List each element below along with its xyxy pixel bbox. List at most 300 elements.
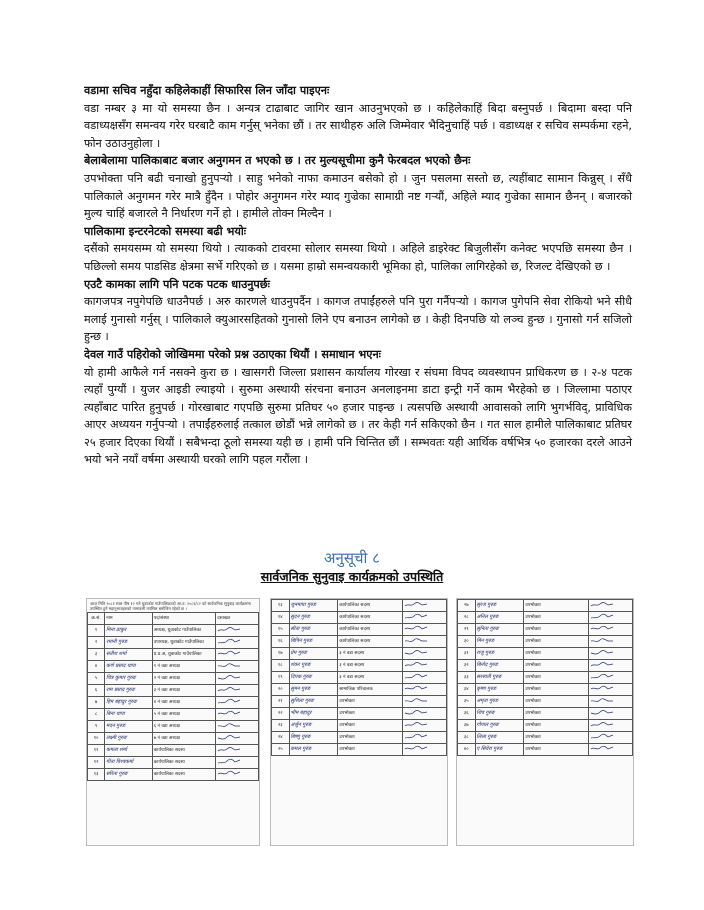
row-signature <box>216 649 259 661</box>
signature-scribble <box>217 638 241 645</box>
row-org-text: उपभोक्ता <box>339 711 355 716</box>
row-name <box>289 648 338 660</box>
signature-scribble <box>404 697 428 704</box>
row-name <box>475 624 524 636</box>
row-sn <box>272 684 290 696</box>
table-row <box>88 673 259 685</box>
signature-scribble <box>590 709 614 716</box>
row-sn <box>272 732 290 744</box>
section-question: एउटै कामका लागि पनि पटक पटक धाउनुपर्छः <box>84 277 270 291</box>
table-row <box>458 708 633 720</box>
row-org-text: कार्यपालिका सदस्य <box>339 639 371 644</box>
signature-scribble <box>590 601 614 608</box>
row-name <box>475 696 524 708</box>
row-org-text: उपभोक्ता <box>525 603 541 608</box>
signature-scribble <box>217 650 241 657</box>
row-sn <box>88 685 105 697</box>
table-row <box>458 660 633 672</box>
signature-scribble <box>590 661 614 668</box>
signature-scribble <box>590 733 614 740</box>
table-row <box>272 636 447 648</box>
row-name-text: बिना थापा <box>106 711 125 717</box>
row-org <box>152 661 216 673</box>
table-row <box>458 612 633 624</box>
signature-scribble <box>590 697 614 704</box>
table-row <box>272 672 447 684</box>
row-name <box>105 649 153 661</box>
row-org <box>338 660 403 672</box>
row-org-text: कार्यपालिका सदस्य <box>153 772 185 777</box>
row-name <box>289 696 338 708</box>
row-org <box>338 672 403 684</box>
row-signature <box>589 624 633 636</box>
table-row <box>458 744 633 756</box>
row-sn <box>88 661 105 673</box>
row-org <box>338 744 403 756</box>
row-name <box>289 732 338 744</box>
row-signature <box>216 709 259 721</box>
row-org-text: ७ नं वडा अध्यक्ष <box>153 736 180 741</box>
signature-scribble <box>404 649 428 656</box>
row-name <box>475 636 524 648</box>
signature-scribble <box>590 673 614 680</box>
row-sn <box>88 757 105 769</box>
row-sn <box>458 672 476 684</box>
table-row <box>272 624 447 636</box>
row-name <box>105 685 153 697</box>
row-sn-text: ८ <box>94 712 98 717</box>
table-row <box>88 625 259 637</box>
row-name-text: लिला गुरुङ <box>476 734 497 740</box>
row-name-text: शंकर गुरुङ <box>290 662 311 668</box>
signature-scribble <box>404 745 428 752</box>
section-question: पालिकामा इन्टरनेटको समस्या बढी भयोः <box>84 224 247 238</box>
row-name-text: सुशिला गुरुङ <box>290 698 314 704</box>
row-name-text: सतीश शर्मा <box>106 651 127 657</box>
row-sn-text: १३ <box>277 603 283 608</box>
row-sn-text: १० <box>93 736 99 741</box>
row-name-text: राजु गुरुङ <box>476 650 495 656</box>
row-sn <box>458 660 476 672</box>
signature-scribble <box>217 722 241 729</box>
row-signature <box>216 673 259 685</box>
row-name <box>105 709 153 721</box>
signature-scribble <box>590 613 614 620</box>
row-signature <box>589 696 633 708</box>
row-name-text: कमला शर्मा <box>106 747 127 753</box>
table-row <box>458 672 633 684</box>
row-signature <box>216 733 259 745</box>
row-name <box>105 757 153 769</box>
row-signature <box>589 708 633 720</box>
row-name-text: अर्जुन गुरुङ <box>290 722 312 728</box>
row-org-text: उपभोक्ता <box>525 663 541 668</box>
header-name: नाम <box>105 613 153 625</box>
table-row <box>272 708 447 720</box>
row-name-text: अनिल गुरुङ <box>476 614 499 620</box>
row-org <box>524 612 589 624</box>
section-answer: कागजपत्र नपुगेपछि धाउनैपर्छ । अरु कारणले धाउनुपर्दैन । कागज तपाईंहरुले पनि पुरा गर्नैपर्‍यो । कागज पुगेपनि सेवा रोकियो भने सीधै मलाई गुनासो गर्नुस् । पालिकाले क्युआरसहितको गुनासो लिने एप बनाउन लागेको छ । केही दिनपछि यो लञ्च हुन्छ । गुनासो गर्न सजिलो हुन्छ । <box>84 295 632 344</box>
row-name <box>289 708 338 720</box>
row-org-text: उपभोक्ता <box>525 699 541 704</box>
row-sn-text: १३ <box>93 772 99 777</box>
row-sn <box>88 709 105 721</box>
row-signature <box>403 600 447 612</box>
row-sn <box>458 732 476 744</box>
row-name-text: मदन गुरुङ <box>106 723 126 729</box>
row-org-text: कार्यपालिका सदस्य <box>153 748 185 753</box>
row-sn-text: १५ <box>277 627 283 632</box>
row-signature <box>403 624 447 636</box>
row-name <box>289 660 338 672</box>
row-name <box>475 612 524 624</box>
row-org <box>152 757 216 769</box>
row-sn-text: २८ <box>463 615 469 620</box>
row-sn-text: ३३ <box>463 675 469 680</box>
row-sn-text: २१ <box>277 699 283 704</box>
table-row <box>272 684 447 696</box>
row-org-text: ३ नं वडा अध्यक्ष <box>153 688 180 693</box>
row-org <box>524 624 589 636</box>
row-org <box>338 624 403 636</box>
signature-scribble <box>217 698 241 705</box>
row-org-text: ४ नं वडा अध्यक्ष <box>153 700 180 705</box>
row-signature <box>216 685 259 697</box>
row-signature <box>403 648 447 660</box>
row-name-text: अमृता गुरुङ <box>476 698 499 704</box>
row-org-text: कार्यपालिका सदस्य <box>339 615 371 620</box>
header-sn: क्र.सं. <box>88 613 105 625</box>
row-sn <box>88 625 105 637</box>
table-row <box>272 600 447 612</box>
row-sn <box>458 612 476 624</box>
row-org-text: २ नं वडा अध्यक्ष <box>153 676 180 681</box>
signature-scribble <box>404 601 428 608</box>
row-signature <box>216 769 259 781</box>
row-sn <box>272 648 290 660</box>
row-signature <box>216 757 259 769</box>
row-org <box>338 696 403 708</box>
table-row <box>458 636 633 648</box>
signature-scribble <box>590 625 614 632</box>
row-sn-text: २९ <box>463 627 469 632</box>
row-sn <box>272 660 290 672</box>
row-sn-text: ३४ <box>463 687 469 692</box>
row-org-text: उपभोक्ता <box>525 747 541 752</box>
row-signature <box>403 636 447 648</box>
row-org <box>524 720 589 732</box>
row-sn-text: २४ <box>277 735 283 740</box>
row-org <box>338 636 403 648</box>
row-name <box>289 720 338 732</box>
row-name-text: सरस्वती गुरुङ <box>476 674 502 680</box>
signature-scribble <box>217 758 241 765</box>
row-name-text: भीम बहादुर <box>290 710 312 716</box>
row-sn <box>88 673 105 685</box>
row-org <box>338 600 403 612</box>
row-sn-text: ६ <box>94 688 98 693</box>
row-signature <box>216 661 259 673</box>
row-name <box>105 637 153 649</box>
row-org <box>524 600 589 612</box>
row-name-text: मिन गुरुङ <box>476 638 495 644</box>
row-org <box>524 648 589 660</box>
row-name <box>105 733 153 745</box>
signature-scribble <box>404 733 428 740</box>
row-sn-text: ३० <box>463 639 469 644</box>
row-sn <box>458 720 476 732</box>
row-org <box>524 636 589 648</box>
signature-scribble <box>217 710 241 717</box>
row-org <box>152 769 216 781</box>
signature-scribble <box>217 770 241 777</box>
row-sn-text: १७ <box>277 651 283 656</box>
row-signature <box>216 697 259 709</box>
row-signature <box>403 660 447 672</box>
table-row <box>88 769 259 781</box>
row-sn-text: १ <box>94 628 98 633</box>
row-name-text: कृष्ण गुरुङ <box>476 686 497 692</box>
row-name <box>475 648 524 660</box>
table-row <box>458 624 633 636</box>
row-signature <box>403 708 447 720</box>
row-org <box>524 696 589 708</box>
attendance-sheet-scan-3 <box>456 598 634 846</box>
signature-scribble <box>404 685 428 692</box>
row-signature <box>589 612 633 624</box>
row-sn-text: ७ <box>94 700 98 705</box>
row-name <box>475 600 524 612</box>
row-name-text: बिपिन गुरुङ <box>290 638 313 644</box>
row-name <box>475 720 524 732</box>
row-name-text: राम प्रसाद गुरुङ <box>106 687 135 693</box>
row-sn <box>458 636 476 648</box>
row-signature <box>216 637 259 649</box>
table-row <box>458 720 633 732</box>
row-name <box>475 708 524 720</box>
row-org-text: उपभोक्ता <box>525 723 541 728</box>
row-name <box>105 721 153 733</box>
row-signature <box>216 745 259 757</box>
row-org <box>338 708 403 720</box>
row-sn-text: ४ <box>94 664 98 669</box>
attendance-table <box>87 612 259 781</box>
row-name <box>289 684 338 696</box>
row-sn <box>458 624 476 636</box>
row-signature <box>589 636 633 648</box>
row-name <box>475 672 524 684</box>
row-org-text: उपभोक्ता <box>525 627 541 632</box>
row-org <box>152 709 216 721</box>
row-name-text: रमानी गुरुङ <box>106 639 128 645</box>
row-sn <box>458 708 476 720</box>
row-name <box>289 612 338 624</box>
signature-scribble <box>217 686 241 693</box>
row-name-text: सुमन गुरुङ <box>290 686 311 692</box>
signature-scribble <box>404 721 428 728</box>
row-name-text: सरिता गुरुङ <box>106 771 128 777</box>
row-signature <box>403 672 447 684</box>
row-org <box>524 660 589 672</box>
row-signature <box>589 720 633 732</box>
table-row <box>458 648 633 660</box>
row-signature <box>403 720 447 732</box>
annex-title: अनुसूची ८ <box>324 549 380 567</box>
row-org <box>338 720 403 732</box>
row-org <box>338 648 403 660</box>
row-sn <box>458 696 476 708</box>
table-row <box>88 697 259 709</box>
row-org-text: उपभोक्ता <box>525 711 541 716</box>
table-row <box>458 696 633 708</box>
row-name-text: जुनमाया गुरुङ <box>290 602 317 608</box>
row-sn-text: १९ <box>277 675 283 680</box>
signature-scribble <box>590 649 614 656</box>
table-row <box>88 757 259 769</box>
row-sn <box>88 721 105 733</box>
table-row <box>88 709 259 721</box>
hearing-qa-text <box>84 82 632 469</box>
row-signature <box>403 684 447 696</box>
signature-scribble <box>217 734 241 741</box>
signature-scribble <box>217 674 241 681</box>
row-org-text: प्र.प्र.अ, धुवाकोट गाउँपालिका <box>153 652 202 657</box>
table-header-row <box>88 613 259 625</box>
row-sn-text: ५ <box>94 676 98 681</box>
row-org <box>524 684 589 696</box>
row-sn-text: ११ <box>93 748 99 753</box>
row-name-text: कर्ण प्रसाद थापा <box>106 663 136 669</box>
table-row <box>458 684 633 696</box>
row-name-text: बिष्णु गुरुङ <box>290 734 311 740</box>
row-sn <box>458 600 476 612</box>
row-name <box>105 673 153 685</box>
row-org <box>152 697 216 709</box>
row-sn <box>88 769 105 781</box>
row-sn-text: ३८ <box>463 735 469 740</box>
row-sn-text: ३२ <box>463 663 469 668</box>
row-org <box>152 721 216 733</box>
row-org <box>338 684 403 696</box>
row-sn-text: १६ <box>277 639 283 644</box>
row-org <box>524 744 589 756</box>
row-sn-text: २२ <box>277 711 283 716</box>
row-name <box>289 744 338 756</box>
row-name <box>475 684 524 696</box>
row-org-text: उपभोक्ता <box>525 687 541 692</box>
table-row <box>272 660 447 672</box>
section-question: वडामा सचिव नहुँदा कहिलेकाहीं सिफारिस लिन जाँदा पाइएनः <box>84 84 330 97</box>
row-org-text: उपभोक्ता <box>339 735 355 740</box>
table-row <box>88 721 259 733</box>
row-sn <box>458 648 476 660</box>
row-name-text: दिपक गुरुङ <box>290 674 312 680</box>
signature-scribble <box>217 662 241 669</box>
signature-scribble <box>590 637 614 644</box>
row-sn <box>88 649 105 661</box>
row-org-text: उपभोक्ता <box>525 639 541 644</box>
row-signature <box>403 612 447 624</box>
table-row <box>272 648 447 660</box>
row-sn-text: २७ <box>463 603 469 608</box>
table-row <box>272 696 447 708</box>
table-row <box>272 732 447 744</box>
attendance-table <box>271 599 447 756</box>
row-name-text: सुनिता गुरुङ <box>476 626 499 632</box>
row-sn <box>272 636 290 648</box>
row-org-text: उपभोक्ता <box>525 651 541 656</box>
row-name <box>105 745 153 757</box>
row-signature <box>589 684 633 696</box>
row-name-text: कमल गुरुङ <box>290 746 312 752</box>
row-sn <box>272 720 290 732</box>
row-org-text: उपभोक्ता <box>339 747 355 752</box>
table-row <box>272 612 447 624</box>
header-sign: दस्तखत <box>216 613 259 625</box>
section-answer: यो हामी आफैले गर्न नसक्ने कुरा छ । खासगरी जिल्ला प्रशासन कार्यालय गोरखा र संघमा विपद व्यवस्थापन प्राधिकरण छ । २-४ पटक त्यहाँ पुग्यौं । युजर आइडी ल्याइयो । सुरुमा अस्थायी संरचना बनाउन अनलाइनमा डाटा इन्ट्री गर्ने काम भैरहेको छ । जिल्लामा पठाएर त्यहाँबाट पारित हुनुपर्छ । गोरखाबाट गएपछि सुरुमा प्रतिघर ५० हजार पाइन्छ । त्यसपछि अस्थायी आवासको लागि भुगर्भविद्, प्राविधिक आएर अध्ययन गर्नुपर्‍यो । तपाईंहरुलाई तत्काल छोडौं भन्ने लागेको छ । तर केही गर्न सकिएको छैन । गत साल हामीले पालिकाबाट प्रतिघर २५ हजार दिएका थियौं । सबैभन्दा ठूलो समस्या यही छ । हामी पनि चिन्तित छौं । सम्भवतः यही आर्थिक वर्षभित्र ५० हजारका दरले आउने भयो भने नयाँ वर्षमा अस्थायी घरको लागि पहल गरौंला । <box>84 365 632 467</box>
row-org-text: उपभोक्ता <box>339 699 355 704</box>
row-signature <box>589 660 633 672</box>
row-name-text: गोपाल गुरुङ <box>476 722 499 728</box>
section-question: बेलाबेलामा पालिकाबाट बजार अनुगमन त भएको छ । तर मुल्यसूचीमा कुनै फेरबदल भएको छैनः <box>84 154 471 168</box>
section-question: देवल गाउँ पहिरोको जोखिममा परेको प्रश्न उठाएका थियौं । समाधान भएनः <box>84 347 381 361</box>
row-sn-text: ३७ <box>463 723 469 728</box>
row-sn-text: १२ <box>93 760 99 765</box>
signature-scribble <box>217 626 241 633</box>
row-signature <box>216 625 259 637</box>
attendance-table <box>457 599 633 756</box>
row-name-text: ए सिवेरा गुरुङ <box>476 746 503 752</box>
row-sn <box>88 637 105 649</box>
row-org-text: ५ नं वडा अध्यक्ष <box>153 712 180 717</box>
section-answer: वडा नम्बर ३ मा यो समस्या छैन । अन्यत्र टाढाबाट जागिर खान आउनुभएको छ । कहिलेकाहिं बिदा बस्नुपर्छ । बिदामा बस्दा पनि वडाध्यक्षसँग समन्वय गरेर घरबाटै काम गर्नुस् भनेका छौं । तर साथीहरु अलि जिम्मेवार भैदिनुचाहिं पर्छ । वडाध्यक्ष र सचिव सम्पर्कमा रहने, फोन उठाउनुहोला । <box>84 101 632 150</box>
row-sn <box>272 744 290 756</box>
row-org <box>338 612 403 624</box>
signature-scribble <box>404 673 428 680</box>
row-name <box>105 625 153 637</box>
row-name-text: सुदन गुरुङ <box>290 614 310 620</box>
row-signature <box>403 732 447 744</box>
row-signature <box>403 696 447 708</box>
row-sn-text: २३ <box>277 723 283 728</box>
row-sn <box>458 684 476 696</box>
row-name <box>475 660 524 672</box>
row-org-text: उपभोक्ता <box>339 723 355 728</box>
row-org-text: कार्यपालिका सदस्य <box>339 603 371 608</box>
row-org <box>152 637 216 649</box>
row-org-text: कार्यपालिका सदस्य <box>153 760 185 765</box>
attendance-intro: आज मिति २०८१ साल पौष १२ गते धुवाकोट गाउँपालिकाको आ.व. २०८१/८२ को सार्वजनिक सुनुवाइ कार्यक्रममा उपस्थित हुने महानुभावहरुको नामावली तपसिल बमोजिम रहेको छ । <box>90 601 251 611</box>
row-name <box>289 624 338 636</box>
row-org <box>524 732 589 744</box>
signature-scribble <box>590 745 614 752</box>
row-sn-text: १४ <box>277 615 283 620</box>
row-signature <box>403 744 447 756</box>
table-row <box>88 649 259 661</box>
row-sn-text: ३ <box>94 652 98 657</box>
row-sn-text: २० <box>277 687 283 692</box>
row-name-text: चित्र कुमार गुरुङ <box>106 675 136 681</box>
row-sn <box>272 672 290 684</box>
signature-scribble <box>404 637 428 644</box>
row-signature <box>589 648 633 660</box>
row-sn <box>272 600 290 612</box>
row-name <box>105 769 153 781</box>
row-sn-text: ९ <box>94 724 98 729</box>
row-sn <box>272 612 290 624</box>
row-org <box>338 732 403 744</box>
row-name-text: मिना ठाकुर <box>106 627 127 633</box>
